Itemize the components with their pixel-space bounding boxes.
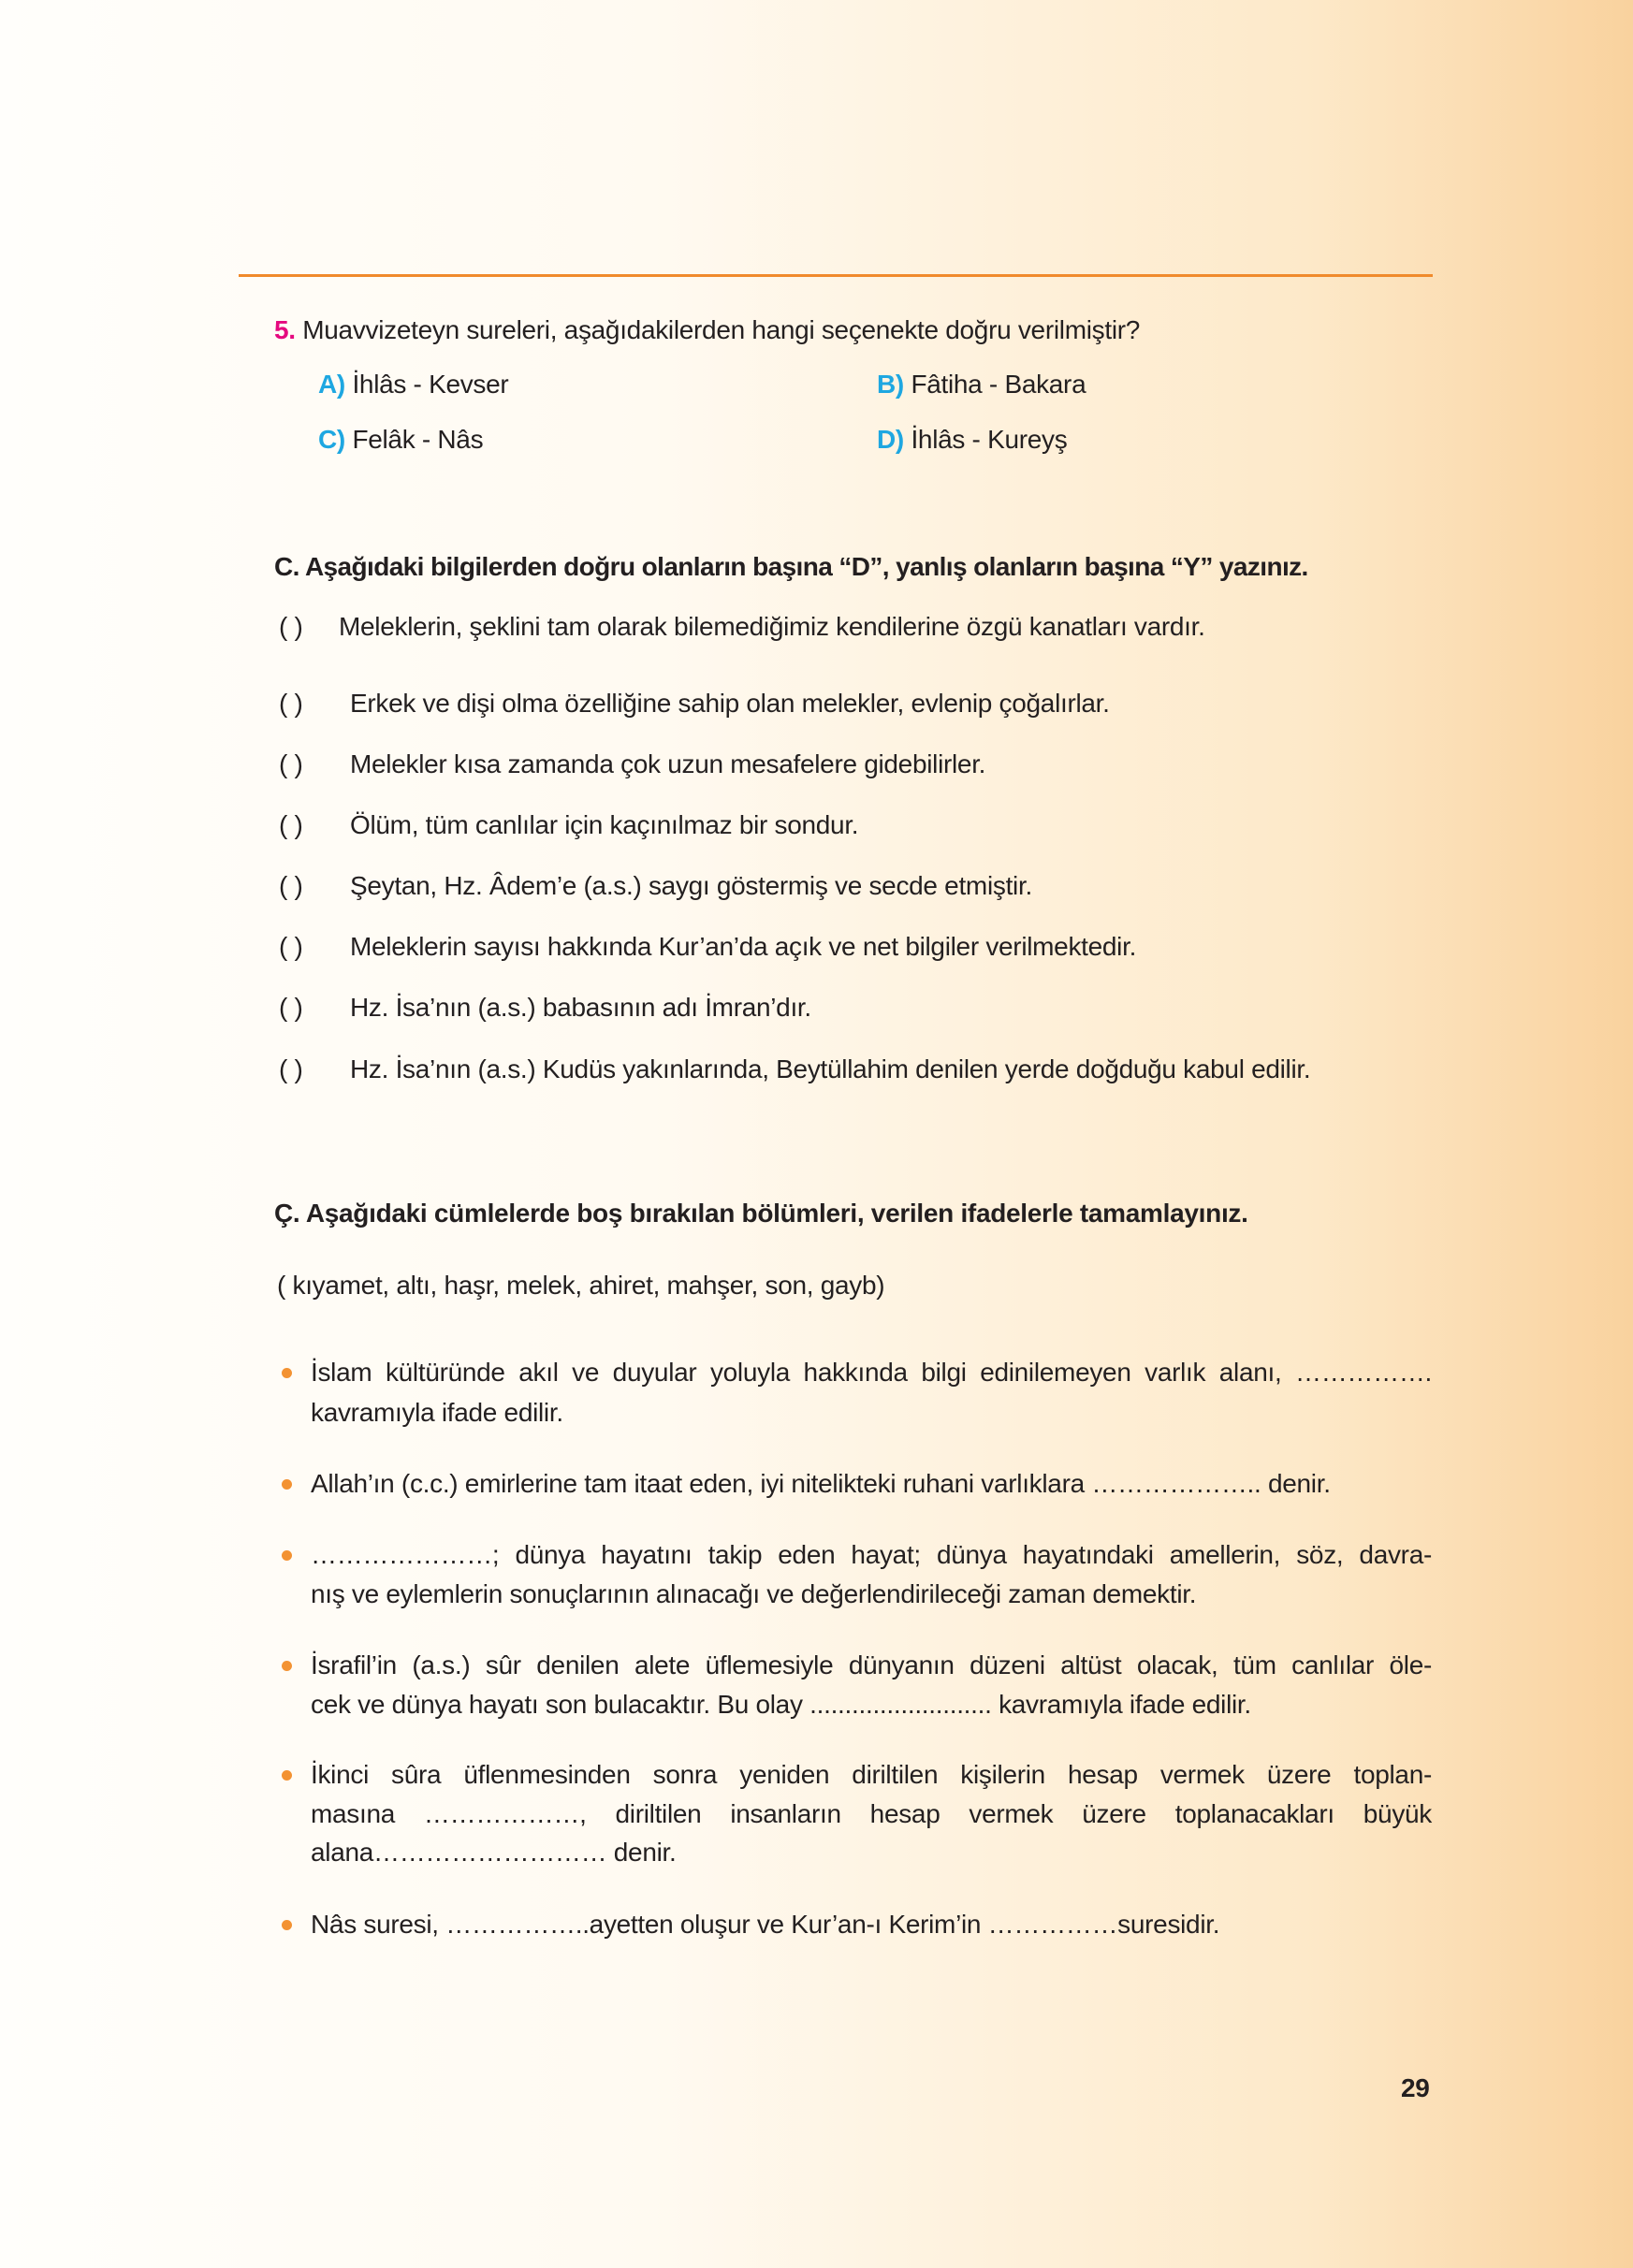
- fill-in-line: İsrafil’in (a.s.) sûr denilen alete üflemesiyle dünyanın düzeni altüst olacak, tüm canlılar öle-: [311, 1650, 1432, 1679]
- fill-in-line: Nâs suresi, ……………..ayetten oluşur ve Kur’an-ı Kerim’in ……………suresidir.: [311, 1910, 1220, 1939]
- bullet-icon: [282, 1770, 292, 1781]
- option-letter: A): [318, 370, 345, 399]
- fill-in-line: İkinci sûra üflenmesinden sonra yeniden diriltilen kişilerin hesap vermek üzere toplan-: [311, 1760, 1432, 1789]
- true-false-paren[interactable]: ( ): [279, 932, 303, 961]
- statement-item: Erkek ve dişi olma özelliğine sahip olan melekler, evlenip çoğalırlar.: [350, 689, 1110, 718]
- statement-item: Hz. İsa’nın (a.s.) Kudüs yakınlarında, Beytüllahim denilen yerde doğduğu kabul edilir.: [350, 1054, 1311, 1083]
- option-c: [318, 424, 483, 456]
- fill-in-line: cek ve dünya hayatı son bulacaktır. Bu olay .......................... kavramıyla ifade edilir.: [311, 1690, 1251, 1719]
- fill-in-line: İslam kültüründe akıl ve duyular yoluyla hakkında bilgi edinilemeyen varlık alanı, …………….: [311, 1358, 1432, 1387]
- option-letter: C): [318, 425, 345, 454]
- statement-item: Şeytan, Hz. Âdem’e (a.s.) saygı göstermiş ve secde etmiştir.: [350, 871, 1032, 900]
- bullet-icon: [282, 1920, 292, 1930]
- true-false-paren[interactable]: ( ): [279, 993, 303, 1022]
- true-false-paren[interactable]: ( ): [279, 810, 303, 839]
- option-text: İhlâs - Kevser: [352, 370, 509, 399]
- fill-in-line: Allah’ın (c.c.) emirlerine tam itaat eden, iyi nitelikteki ruhani varlıklara ……………….. denir.: [311, 1469, 1331, 1498]
- true-false-paren[interactable]: ( ): [279, 749, 303, 778]
- bullet-icon: [282, 1661, 292, 1671]
- option-text: Felâk - Nâs: [352, 425, 484, 454]
- section-c-heading: C. Aşağıdaki bilgilerden doğru olanların başına “D”, yanlış olanların başına “Y” yazınız.: [274, 552, 1308, 581]
- option-letter: B): [877, 370, 904, 399]
- bullet-icon: [282, 1368, 292, 1378]
- option-d: [877, 424, 1067, 456]
- statement-item: Melekler kısa zamanda çok uzun mesafelere gidebilirler.: [350, 749, 986, 778]
- true-false-paren[interactable]: ( ): [279, 871, 303, 900]
- question-text: Muavvizeteyn sureleri, aşağıdakilerden hangi seçenekte doğru verilmiştir?: [302, 315, 1141, 344]
- statement-item: Meleklerin sayısı hakkında Kur’an’da açık ve net bilgiler verilmektedir.: [350, 932, 1137, 961]
- fill-in-line: nış ve eylemlerin sonuçlarının alınacağı ve değerlendirileceği zaman demektir.: [311, 1579, 1197, 1608]
- option-a: [318, 369, 508, 400]
- option-text: İhlâs - Kureyş: [911, 425, 1068, 454]
- question-number: 5.: [274, 315, 296, 344]
- option-letter: D): [877, 425, 904, 454]
- true-false-paren[interactable]: ( ): [279, 612, 303, 641]
- fill-in-line: …………………; dünya hayatını takip eden hayat; dünya hayatındaki amellerin, söz, davra-: [311, 1540, 1432, 1569]
- true-false-paren[interactable]: ( ): [279, 1054, 303, 1083]
- statement-item: Ölüm, tüm canlılar için kaçınılmaz bir sondur.: [350, 810, 859, 839]
- section-cc-heading: Ç. Aşağıdaki cümlelerde boş bırakılan bölümleri, verilen ifadelerle tamamlayınız.: [274, 1199, 1248, 1228]
- page-number: 29: [1401, 2073, 1430, 2102]
- header-rule: [239, 274, 1433, 277]
- option-text: Fâtiha - Bakara: [911, 370, 1086, 399]
- statement-item: Hz. İsa’nın (a.s.) babasının adı İmran’dır.: [350, 993, 811, 1022]
- question-5: [274, 314, 1140, 346]
- word-list: ( kıyamet, altı, haşr, melek, ahiret, mahşer, son, gayb): [277, 1271, 885, 1300]
- bullet-icon: [282, 1550, 292, 1561]
- fill-in-line: kavramıyla ifade edilir.: [311, 1398, 563, 1427]
- true-false-paren[interactable]: ( ): [279, 689, 303, 718]
- option-b: [877, 369, 1086, 400]
- statement-item: Meleklerin, şeklini tam olarak bilemediğimiz kendilerine özgü kanatları vardır.: [339, 612, 1205, 641]
- bullet-icon: [282, 1479, 292, 1490]
- fill-in-line: alana……………………… denir.: [311, 1838, 677, 1867]
- fill-in-line: masına ………………, diriltilen insanların hesap vermek üzere toplanacakları büyük: [311, 1799, 1432, 1828]
